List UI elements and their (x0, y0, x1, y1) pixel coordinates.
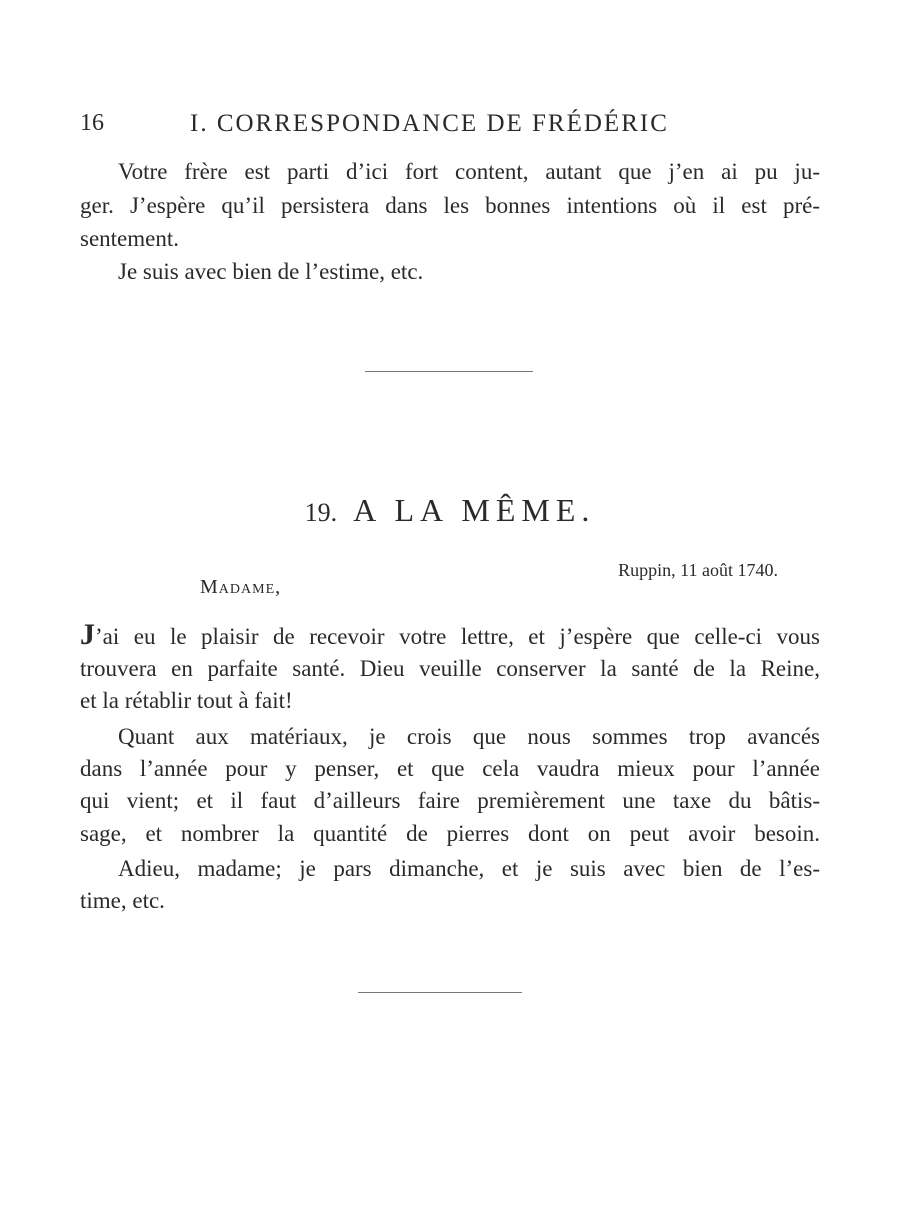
letter-number: 19. (304, 498, 338, 527)
text-line: time, etc. (80, 888, 165, 913)
section-divider (358, 992, 522, 993)
text-line: Votre frère est parti d’ici fort content, autant que j’en ai pu ju- (118, 159, 820, 184)
running-title: I. CORRESPONDANCE DE FRÉDÉRIC (190, 110, 669, 137)
place-date: Ruppin, 11 août 1740. (618, 560, 778, 580)
letter-title (0, 492, 900, 529)
text-line-content: ’ai eu le plaisir de recevoir votre lettre, et j’espère que celle-ci vous (95, 624, 820, 649)
text-line: et la rétablir tout à fait! (80, 688, 293, 713)
text-line: Quant aux matériaux, je crois que nous sommes trop avancés (118, 724, 820, 749)
letter-heading: A LA MÊME. (353, 492, 596, 528)
text-line: qui vient; et il faut d’ailleurs faire premièrement une taxe du bâtis- (80, 788, 820, 813)
text-line: sentement. (80, 226, 179, 251)
text-line: ger. J’espère qu’il persistera dans les bonnes intentions où il est pré- (80, 193, 820, 218)
text-line: trouvera en parfaite santé. Dieu veuille conserver la santé de la Reine, (80, 656, 820, 681)
text-line: Adieu, madame; je pars dimanche, et je suis avec bien de l’es- (118, 856, 820, 881)
text-line: sage, et nombrer la quantité de pierres dont on peut avoir besoin. (80, 821, 820, 846)
page-number: 16 (80, 110, 104, 136)
closing-line: Je suis avec bien de l’estime, etc. (118, 259, 424, 284)
salutation: Madame, (200, 576, 282, 598)
text-line (80, 620, 820, 652)
initial-letter: J (80, 618, 95, 651)
text-line: dans l’année pour y penser, et que cela vaudra mieux pour l’année (80, 756, 820, 781)
section-divider (365, 371, 533, 372)
